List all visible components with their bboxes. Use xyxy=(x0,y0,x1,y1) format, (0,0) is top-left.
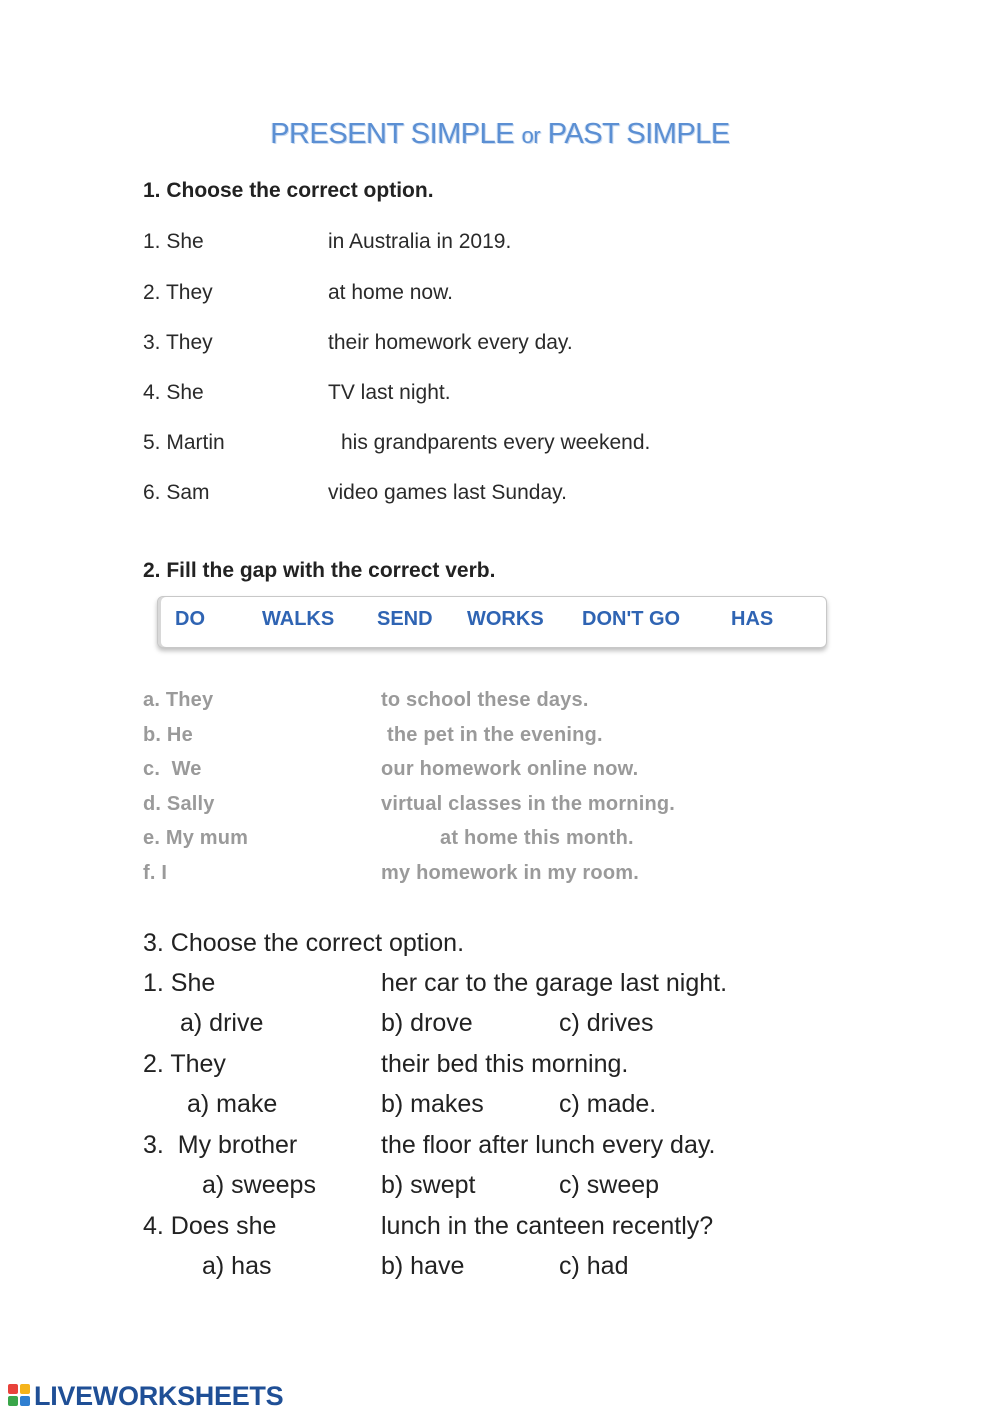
s3-item-1-subject: 1. She xyxy=(143,969,216,997)
s3-item-3-option-a: a) sweeps xyxy=(202,1171,316,1199)
word-bank-send: SEND xyxy=(377,608,433,630)
s3-item-2-option-a: a) make xyxy=(187,1090,278,1118)
s1-item-6-text: video games last Sunday. xyxy=(328,481,567,504)
section3-heading: 3. Choose the correct option. xyxy=(143,929,465,957)
section2-heading: 2. Fill the gap with the correct verb. xyxy=(143,559,496,582)
s1-item-4-subject: 4. She xyxy=(143,381,204,404)
s3-item-4-option-a: a) has xyxy=(202,1252,272,1280)
s2-item-b-subject: b. He xyxy=(143,724,193,746)
s2-item-a-text: to school these days. xyxy=(381,689,589,711)
s2-item-b-text: the pet in the evening. xyxy=(387,724,603,746)
s1-item-1-text: in Australia in 2019. xyxy=(328,230,512,253)
s3-item-1-text: her car to the garage last night. xyxy=(381,969,728,997)
s3-item-2-text: their bed this morning. xyxy=(381,1050,629,1078)
page-title: PRESENT SIMPLE or PAST SIMPLE xyxy=(270,118,730,150)
s3-item-4-subject: 4. Does she xyxy=(143,1212,277,1240)
s1-item-3-subject: 3. They xyxy=(143,331,213,354)
s3-item-4-option-b: b) have xyxy=(381,1252,465,1280)
s3-item-3-text: the floor after lunch every day. xyxy=(381,1131,716,1159)
s3-item-3-subject: 3. My brother xyxy=(143,1131,298,1159)
word-bank-do: DO xyxy=(175,608,205,630)
word-bank-has: HAS xyxy=(731,608,774,630)
s2-item-f-text: my homework in my room. xyxy=(381,862,639,884)
s1-item-4-text: TV last night. xyxy=(328,381,451,404)
s1-item-3-text: their homework every day. xyxy=(328,331,573,354)
s2-item-e-subject: e. My mum xyxy=(143,827,249,849)
section1-heading: 1. Choose the correct option. xyxy=(143,179,434,202)
s3-item-4-text: lunch in the canteen recently? xyxy=(381,1212,714,1240)
logo-mark-icon xyxy=(8,1384,32,1406)
s2-item-a-subject: a. They xyxy=(143,689,214,711)
s1-item-1-subject: 1. She xyxy=(143,230,204,253)
s3-item-1-option-c: c) drives xyxy=(559,1009,654,1037)
s1-item-2-text: at home now. xyxy=(328,281,453,304)
s1-item-6-subject: 6. Sam xyxy=(143,481,210,504)
s2-item-c-subject: c. We xyxy=(143,758,202,780)
s2-item-f-subject: f. I xyxy=(143,862,168,884)
s3-item-1-option-a: a) drive xyxy=(180,1009,264,1037)
s2-item-d-subject: d. Sally xyxy=(143,793,215,815)
word-bank-walks: WALKS xyxy=(262,608,335,630)
s1-item-5-text: his grandparents every weekend. xyxy=(341,431,651,454)
s3-item-3-option-b: b) swept xyxy=(381,1171,476,1199)
s2-item-e-text: at home this month. xyxy=(440,827,634,849)
s3-item-2-option-b: b) makes xyxy=(381,1090,484,1118)
s3-item-4-option-c: c) had xyxy=(559,1252,629,1280)
s3-item-2-option-c: c) made. xyxy=(559,1090,657,1118)
s2-item-d-text: virtual classes in the morning. xyxy=(381,793,676,815)
word-bank-works: WORKS xyxy=(467,608,544,630)
word-bank-dont-go: DON'T GO xyxy=(582,608,681,630)
s1-item-2-subject: 2. They xyxy=(143,281,213,304)
s3-item-1-option-b: b) drove xyxy=(381,1009,473,1037)
liveworksheets-logo[interactable]: LIVEWORKSHEETS xyxy=(34,1381,284,1411)
s3-item-3-option-c: c) sweep xyxy=(559,1171,660,1199)
s3-item-2-subject: 2. They xyxy=(143,1050,226,1078)
s1-item-5-subject: 5. Martin xyxy=(143,431,225,454)
s2-item-c-text: our homework online now. xyxy=(381,758,639,780)
